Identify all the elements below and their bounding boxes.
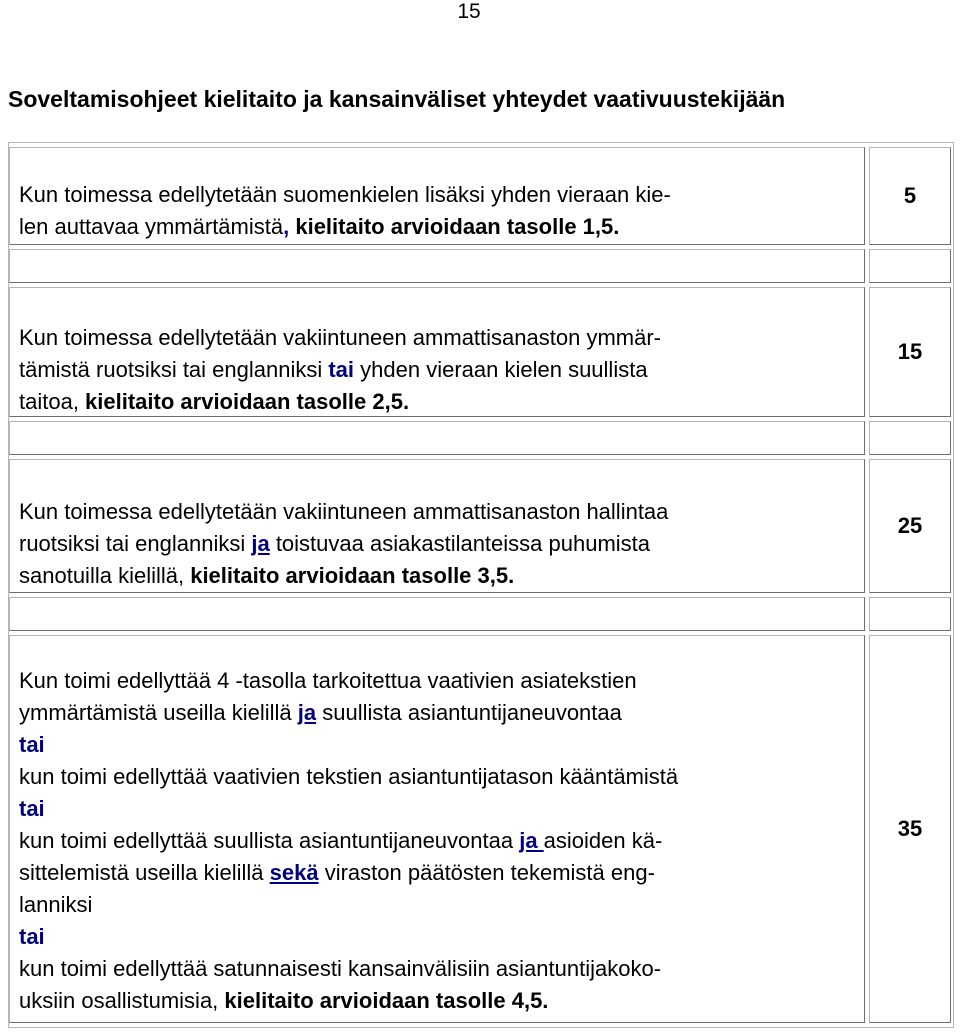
text-segment: len auttavaa ymmärtämistä bbox=[19, 214, 284, 239]
text-line bbox=[19, 354, 864, 386]
text-segment: kun toimi edellyttää vaativien tekstien asiantuntijatason kääntämistä bbox=[19, 764, 679, 789]
score-cell-1 bbox=[869, 147, 951, 245]
text-line bbox=[19, 322, 864, 354]
criteria-text-cell-3 bbox=[9, 459, 865, 593]
text-segment: tämistä ruotsiksi tai englanniksi bbox=[19, 357, 329, 382]
keyword-highlight: , bbox=[283, 214, 290, 239]
criteria-text-4 bbox=[19, 665, 864, 1017]
spacer-cell bbox=[9, 421, 865, 455]
text-line bbox=[19, 761, 864, 793]
score-value: 5 bbox=[903, 183, 917, 208]
text-segment: suullista asiantuntijaneuvontaa bbox=[316, 700, 622, 725]
page-number: 15 bbox=[457, 0, 481, 23]
score-value: 25 bbox=[897, 513, 923, 538]
text-line bbox=[19, 560, 864, 592]
criteria-text-cell-4 bbox=[9, 635, 865, 1023]
text-segment: kun toimi edellyttää satunnaisesti kansainvälisiin asiantuntijakoko- bbox=[19, 956, 662, 981]
text-line bbox=[19, 889, 864, 921]
text-line bbox=[19, 386, 864, 418]
text-line bbox=[19, 496, 864, 528]
text-segment: sittelemistä useilla kielillä bbox=[19, 860, 270, 885]
text-line bbox=[19, 953, 864, 985]
text-line bbox=[19, 825, 864, 857]
criteria-text-3 bbox=[19, 496, 864, 592]
criteria-text-2 bbox=[19, 322, 864, 418]
criteria-table bbox=[8, 142, 954, 1028]
text-line bbox=[19, 857, 864, 889]
text-segment: viraston päätösten tekemistä eng- bbox=[318, 860, 655, 885]
criteria-text-cell-1 bbox=[9, 147, 865, 245]
keyword-highlight: ja bbox=[297, 700, 317, 725]
conclusion-text: kielitaito arvioidaan tasolle 2,5. bbox=[85, 389, 410, 414]
text-line bbox=[19, 179, 864, 211]
criteria-text-1 bbox=[19, 179, 864, 243]
conclusion-text: kielitaito arvioidaan tasolle 1,5. bbox=[289, 214, 620, 239]
conclusion-text: kielitaito arvioidaan tasolle 3,5. bbox=[190, 563, 515, 588]
text-segment: taitoa, bbox=[19, 389, 86, 414]
text-line bbox=[19, 697, 864, 729]
text-segment: Kun toimessa edellytetään vakiintuneen ammattisanaston ymmär- bbox=[19, 325, 661, 350]
text-segment: asioiden kä- bbox=[543, 828, 663, 853]
text-line bbox=[19, 985, 864, 1017]
text-segment: Kun toimi edellyttää 4 -tasolla tarkoitettua vaativien asiatekstien bbox=[19, 668, 637, 693]
keyword-highlight: tai bbox=[19, 732, 45, 757]
text-line bbox=[19, 793, 864, 825]
text-line bbox=[19, 528, 864, 560]
text-segment: yhden vieraan kielen suullista bbox=[354, 357, 648, 382]
text-line bbox=[19, 729, 864, 761]
conclusion-text: kielitaito arvioidaan tasolle 4,5. bbox=[224, 988, 549, 1013]
text-segment: sanotuilla kielillä, bbox=[19, 563, 191, 588]
spacer-cell bbox=[9, 249, 865, 283]
criteria-text-cell-2 bbox=[9, 287, 865, 417]
spacer-cell bbox=[869, 249, 951, 283]
text-line bbox=[19, 211, 864, 243]
keyword-highlight: tai bbox=[19, 924, 45, 949]
text-line bbox=[19, 665, 864, 697]
score-cell-3 bbox=[869, 459, 951, 593]
text-segment: toistuvaa asiakastilanteissa puhumista bbox=[269, 531, 651, 556]
keyword-highlight: ja bbox=[251, 531, 270, 556]
text-segment: Kun toimessa edellytetään vakiintuneen ammattisanaston hallintaa bbox=[19, 499, 669, 524]
text-line bbox=[19, 921, 864, 953]
spacer-cell bbox=[9, 597, 865, 631]
text-segment: uksiin osallistumisia, bbox=[19, 988, 225, 1013]
text-segment: Kun toimessa edellytetään suomenkielen lisäksi yhden vieraan kie- bbox=[19, 182, 671, 207]
score-value: 15 bbox=[897, 339, 923, 364]
text-segment: ymmärtämistä useilla kielillä bbox=[19, 700, 298, 725]
text-segment: kun toimi edellyttää suullista asiantuntijaneuvontaa bbox=[19, 828, 520, 853]
keyword-highlight: tai bbox=[19, 796, 45, 821]
text-segment: ruotsiksi tai englanniksi bbox=[19, 531, 252, 556]
keyword-highlight: sekä bbox=[269, 860, 319, 885]
spacer-cell bbox=[869, 421, 951, 455]
text-segment: lanniksi bbox=[19, 892, 93, 917]
keyword-highlight: tai bbox=[328, 357, 355, 382]
score-value: 35 bbox=[897, 816, 923, 841]
score-cell-2 bbox=[869, 287, 951, 417]
document-title: Soveltamisohjeet kielitaito ja kansainväliset yhteydet vaativuustekijään bbox=[8, 86, 786, 112]
score-cell-4 bbox=[869, 635, 951, 1023]
keyword-highlight: ja bbox=[519, 828, 544, 853]
spacer-cell bbox=[869, 597, 951, 631]
